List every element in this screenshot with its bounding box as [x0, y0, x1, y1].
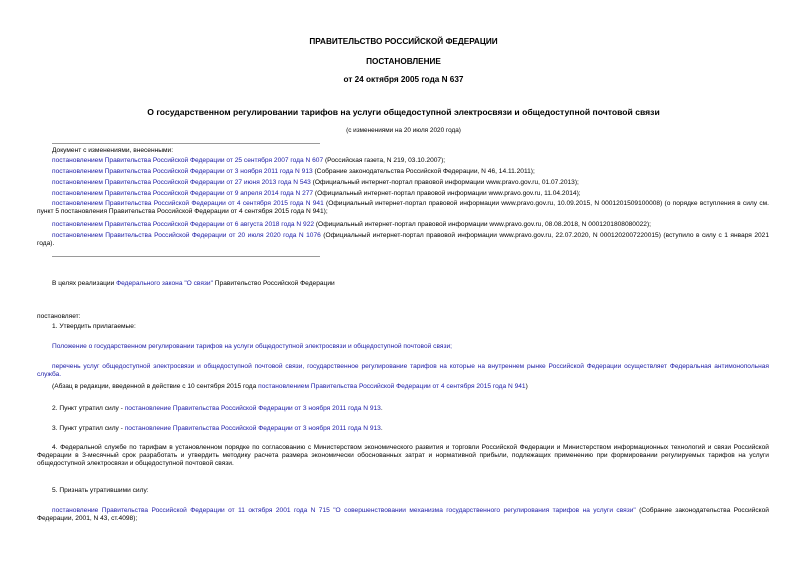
regulation-link[interactable]: Положение о государственном регулировании тарифов на услуги общедоступной электросвязи и общедоступной почтовой связи; [52, 343, 453, 350]
changes-bottom-divider [52, 256, 320, 257]
item-4: 4. Федеральной службе по тарифам в установленном порядке по согласованию с Министерством экономического развития и торговли Российской Федерации и Министерством информационных технологий и связи Российской Федерации в 3-месячный срок разработать и утвердить методику расчета размера экономически обоснованных затрат и нормативной прибыли, подлежащих применению при формировании регулируемых тарифов на услуги общедоступной электросвязи и общедоступной почтовой связи. [37, 444, 769, 468]
change-item [37, 232, 769, 248]
government-heading: ПРАВИТЕЛЬСТВО РОССИЙСКОЙ ФЕДЕРАЦИИ [309, 37, 498, 46]
item-5: 5. Признать утратившими силу: [52, 487, 149, 494]
services-list-link[interactable]: перечень услуг общедоступной электросвязи и общедоступной почтовой связи, государственное регулирование тарифов на которые на внутреннем рынке Российской Федерации осуществляет Федеральная антимонопольная служба. [37, 363, 769, 379]
change-item-link[interactable]: постановлением Правительства Российской Федерации от 9 апреля 2014 года N 277 [52, 190, 314, 197]
document-type: ПОСТАНОВЛЕНИЕ [366, 57, 441, 66]
change-item-link[interactable]: постановлением Правительства Российской Федерации от 20 июля 2020 года N 1076 [52, 232, 321, 239]
item-5-a: постановление Правительства Российской Федерации от 11 октября 2001 года N 715 "О совершенствовании механизма государственного регулирования тарифов на услуги связи" (Собрание законодательства Российской Федерации, 2001, N 43, ст.4098); [37, 507, 769, 523]
change-item [52, 179, 769, 187]
item-2: 2. Пункт утратил силу - постановление Правительства Российской Федерации от 3 ноября 2011 года N 913. [52, 405, 383, 412]
changes-intro: Документ с изменениями, внесенными: [52, 147, 174, 154]
change-item [52, 190, 769, 198]
change-item-source: (Официальный интернет-портал правовой информации www.pravo.gov.ru, 22.07.2020, N 0001202007220015) (вступило в силу с 1 января 2021 года). [37, 232, 769, 248]
change-item-link[interactable]: постановлением Правительства Российской Федерации от 3 ноября 2011 года N 913 [52, 168, 313, 175]
change-item [37, 200, 769, 216]
changes-top-divider [52, 143, 320, 144]
change-item-link[interactable]: постановлением Правительства Российской Федерации от 4 сентября 2015 года N 941 [52, 200, 324, 207]
item-1-note: (Абзац в редакции, введенной в действие с 10 сентября 2015 года постановлением Правительства Российской Федерации от 4 сентября 2015 года N 941) [52, 383, 528, 390]
repealed-decree-link[interactable]: постановление Правительства Российской Федерации от 11 октября 2001 года N 715 "О совершенствовании механизма государственного регулирования тарифов на услуги связи" [52, 507, 636, 514]
change-item-source: (Российская газета, N 219, 03.10.2007); [323, 157, 446, 164]
item-1-a [52, 343, 769, 351]
preamble: В целях реализации Федерального закона "О связи" Правительство Российской Федерации [52, 280, 335, 287]
amendment-link[interactable]: постановлением Правительства Российской Федерации от 4 сентября 2015 года N 941 [258, 383, 526, 390]
repeal-link[interactable]: постановление Правительства Российской Федерации от 3 ноября 2011 года N 913 [124, 425, 381, 432]
change-item-link[interactable]: постановлением Правительства Российской Федерации от 6 августа 2018 года N 922 [52, 221, 315, 228]
change-item-source: (Официальный интернет-портал правовой информации www.pravo.gov.ru, 01.07.2013); [310, 179, 579, 186]
change-item-source: (Официальный интернет-портал правовой информации www.pravo.gov.ru, 10.09.2015, N 0001201509100008) (о порядке вступления в силу см. пункт 5 постановления Правительства Российской Федерации от 4 сентября 2015 года N 941); [37, 200, 769, 216]
change-item-source: (Официальный интернет-портал правовой информации www.pravo.gov.ru, 08.08.2018, N 0001201808080022); [314, 221, 651, 228]
change-item [52, 157, 769, 165]
change-item-link[interactable]: постановлением Правительства Российской Федерации от 25 сентября 2007 года N 607 [52, 157, 324, 164]
change-item-link[interactable]: постановлением Правительства Российской Федерации от 27 июня 2013 года N 543 [52, 179, 311, 186]
change-item [52, 168, 769, 176]
change-item [52, 221, 769, 229]
federal-law-link[interactable]: Федерального закона "О связи" [116, 280, 213, 287]
document-date-number: от 24 октября 2005 года N 637 [343, 75, 464, 84]
change-item-source: (Собрание законодательства Российской Федерации, N 46, 14.11.2011); [312, 168, 535, 175]
item-3: 3. Пункт утратил силу - постановление Правительства Российской Федерации от 3 ноября 2011 года N 913. [52, 425, 383, 432]
repeal-link[interactable]: постановление Правительства Российской Федерации от 3 ноября 2011 года N 913 [124, 405, 381, 412]
item-1-b [37, 363, 769, 379]
change-item-source: (Официальный интернет-портал правовой информации www.pravo.gov.ru, 11.04.2014); [313, 190, 581, 197]
decree-word: постановляет: [37, 313, 81, 320]
document-title: О государственном регулировании тарифов на услуги общедоступной электросвязи и общедоступной почтовой связи [147, 107, 660, 117]
item-1: 1. Утвердить прилагаемые: [52, 323, 136, 330]
document-revision-note: (с изменениями на 20 июля 2020 года) [346, 127, 461, 134]
